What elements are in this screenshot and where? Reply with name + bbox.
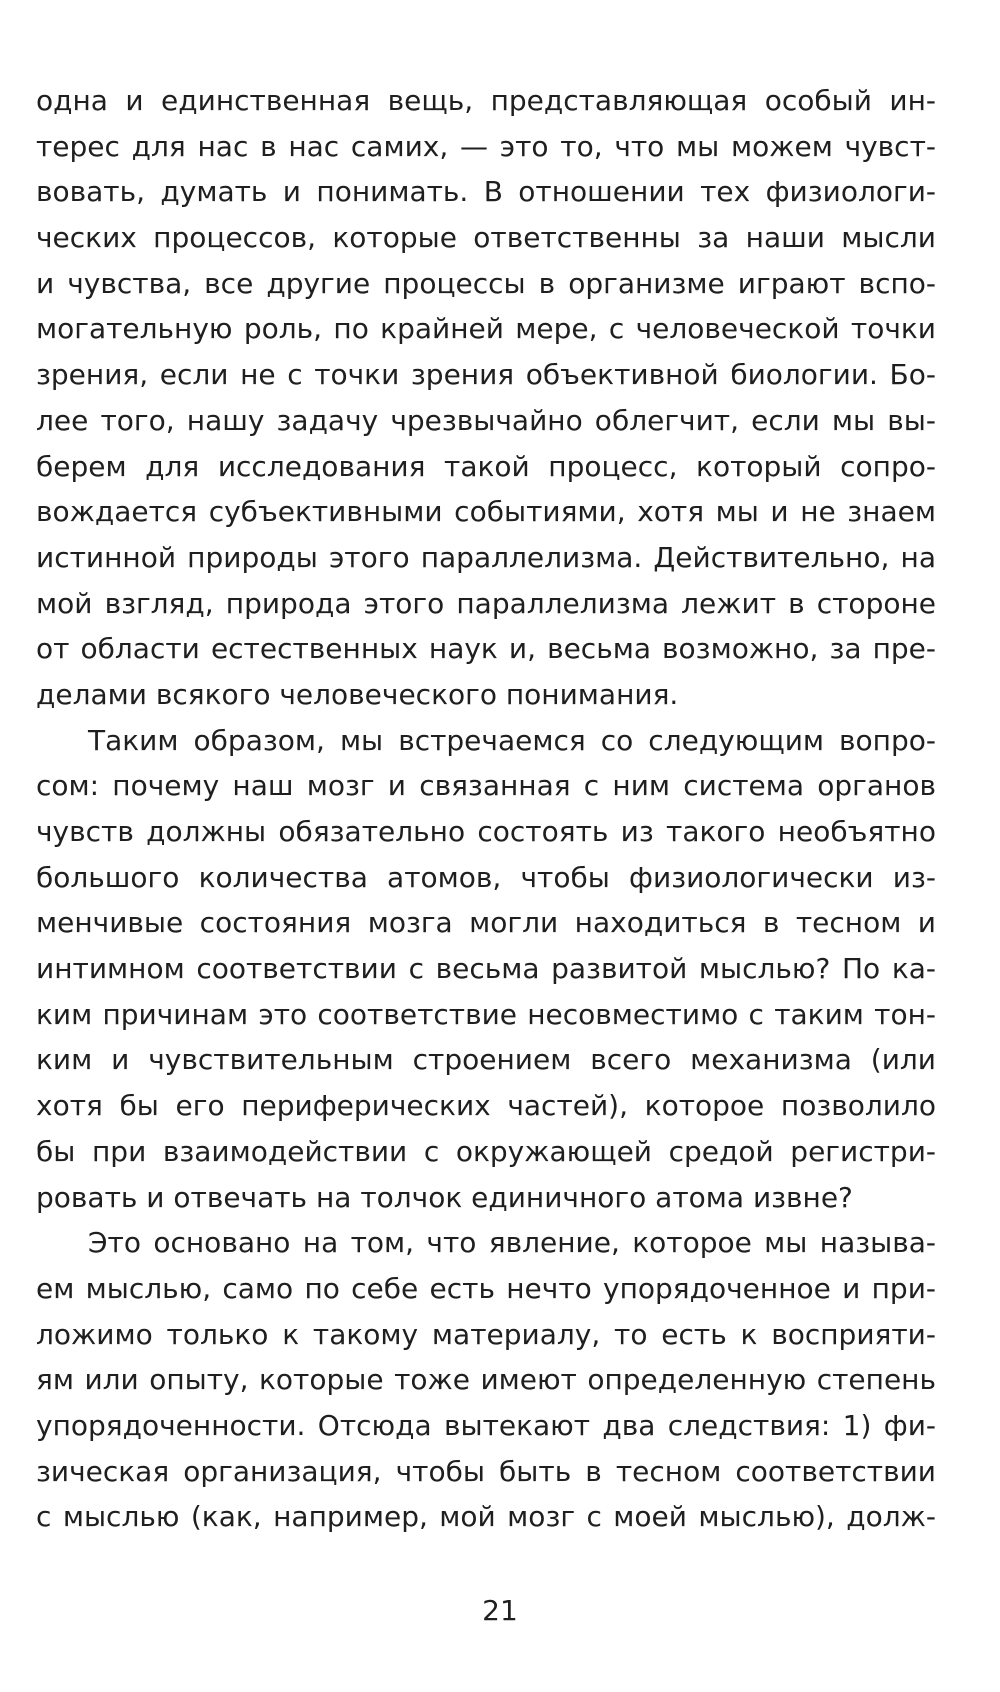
text-line: лее того, нашу задачу чрезвычайно облегчит, если мы вы- [36, 403, 936, 437]
text-line: ческих процессов, которые ответственны за наши мысли [36, 221, 936, 255]
text-line: бы при взаимодействии с окружающей средой регистри- [36, 1134, 936, 1168]
text-line: большого количества атомов, чтобы физиологически из- [36, 860, 936, 894]
text-line: и чувства, все другие процессы в организме играют вспо- [36, 266, 936, 300]
text-line: Таким образом, мы встречаемся со следующим вопро- [88, 723, 936, 757]
text-line: вождается субъективными событиями, хотя мы и не знаем [36, 495, 936, 529]
text-line: берем для исследования такой процесс, который сопро- [36, 449, 936, 483]
text-line: ким причинам это соответствие несовместимо с таким тон- [36, 997, 936, 1031]
text-line: Это основано на том, что явление, которое мы называ- [88, 1226, 936, 1260]
text-line: могательную роль, по крайней мере, с человеческой точки [36, 312, 936, 346]
text-line: интимном соответствии с весьма развитой мыслью? По ка- [36, 952, 936, 986]
text-line: ем мыслью, само по себе есть нечто упорядоченное и при- [36, 1271, 936, 1305]
text-line: зическая организация, чтобы быть в тесном соответствии [36, 1454, 936, 1488]
text-line: с мыслью (как, например, мой мозг с моей мыслью), долж- [36, 1500, 936, 1534]
text-line: ям или опыту, которые тоже имеют определенную степень [36, 1363, 936, 1397]
text-line: чувств должны обязательно состоять из такого необъятно [36, 815, 936, 848]
text-line: ложимо только к такому материалу, то есть к восприяти- [36, 1317, 936, 1351]
text-line: хотя бы его периферических частей), которое позволило [36, 1089, 936, 1123]
text-line: зрения, если не с точки зрения объективной биологии. Бо- [36, 358, 936, 392]
text-line: мой взгляд, природа этого параллелизма лежит в стороне [36, 586, 936, 620]
text-line: истинной природы этого параллелизма. Действительно, на [36, 540, 936, 574]
text-line: упорядоченности. Отсюда вытекают два следствия: 1) фи- [36, 1408, 936, 1442]
text-line: ким и чувствительным строением всего механизма (или [36, 1043, 936, 1077]
text-line: вовать, думать и понимать. В отношении тех физиологи- [36, 175, 936, 209]
text-line: менчивые состояния мозга могли находиться в тесном и [36, 906, 936, 940]
text-line: от области естественных наук и, весьма возможно, за пре- [36, 632, 936, 666]
text-line: одна и единственная вещь, представляющая особый ин- [36, 84, 936, 117]
body-text [36, 78, 936, 1540]
text-line: терес для нас в нас самих, — это то, что мы можем чувст- [36, 129, 936, 163]
text-line: делами всякого человеческого понимания. [36, 677, 679, 711]
text-line: ровать и отвечать на толчок единичного атома извне? [36, 1180, 853, 1214]
text-line: сом: почему наш мозг и связанная с ним система органов [36, 769, 936, 803]
page-number: 21 [482, 1594, 518, 1627]
